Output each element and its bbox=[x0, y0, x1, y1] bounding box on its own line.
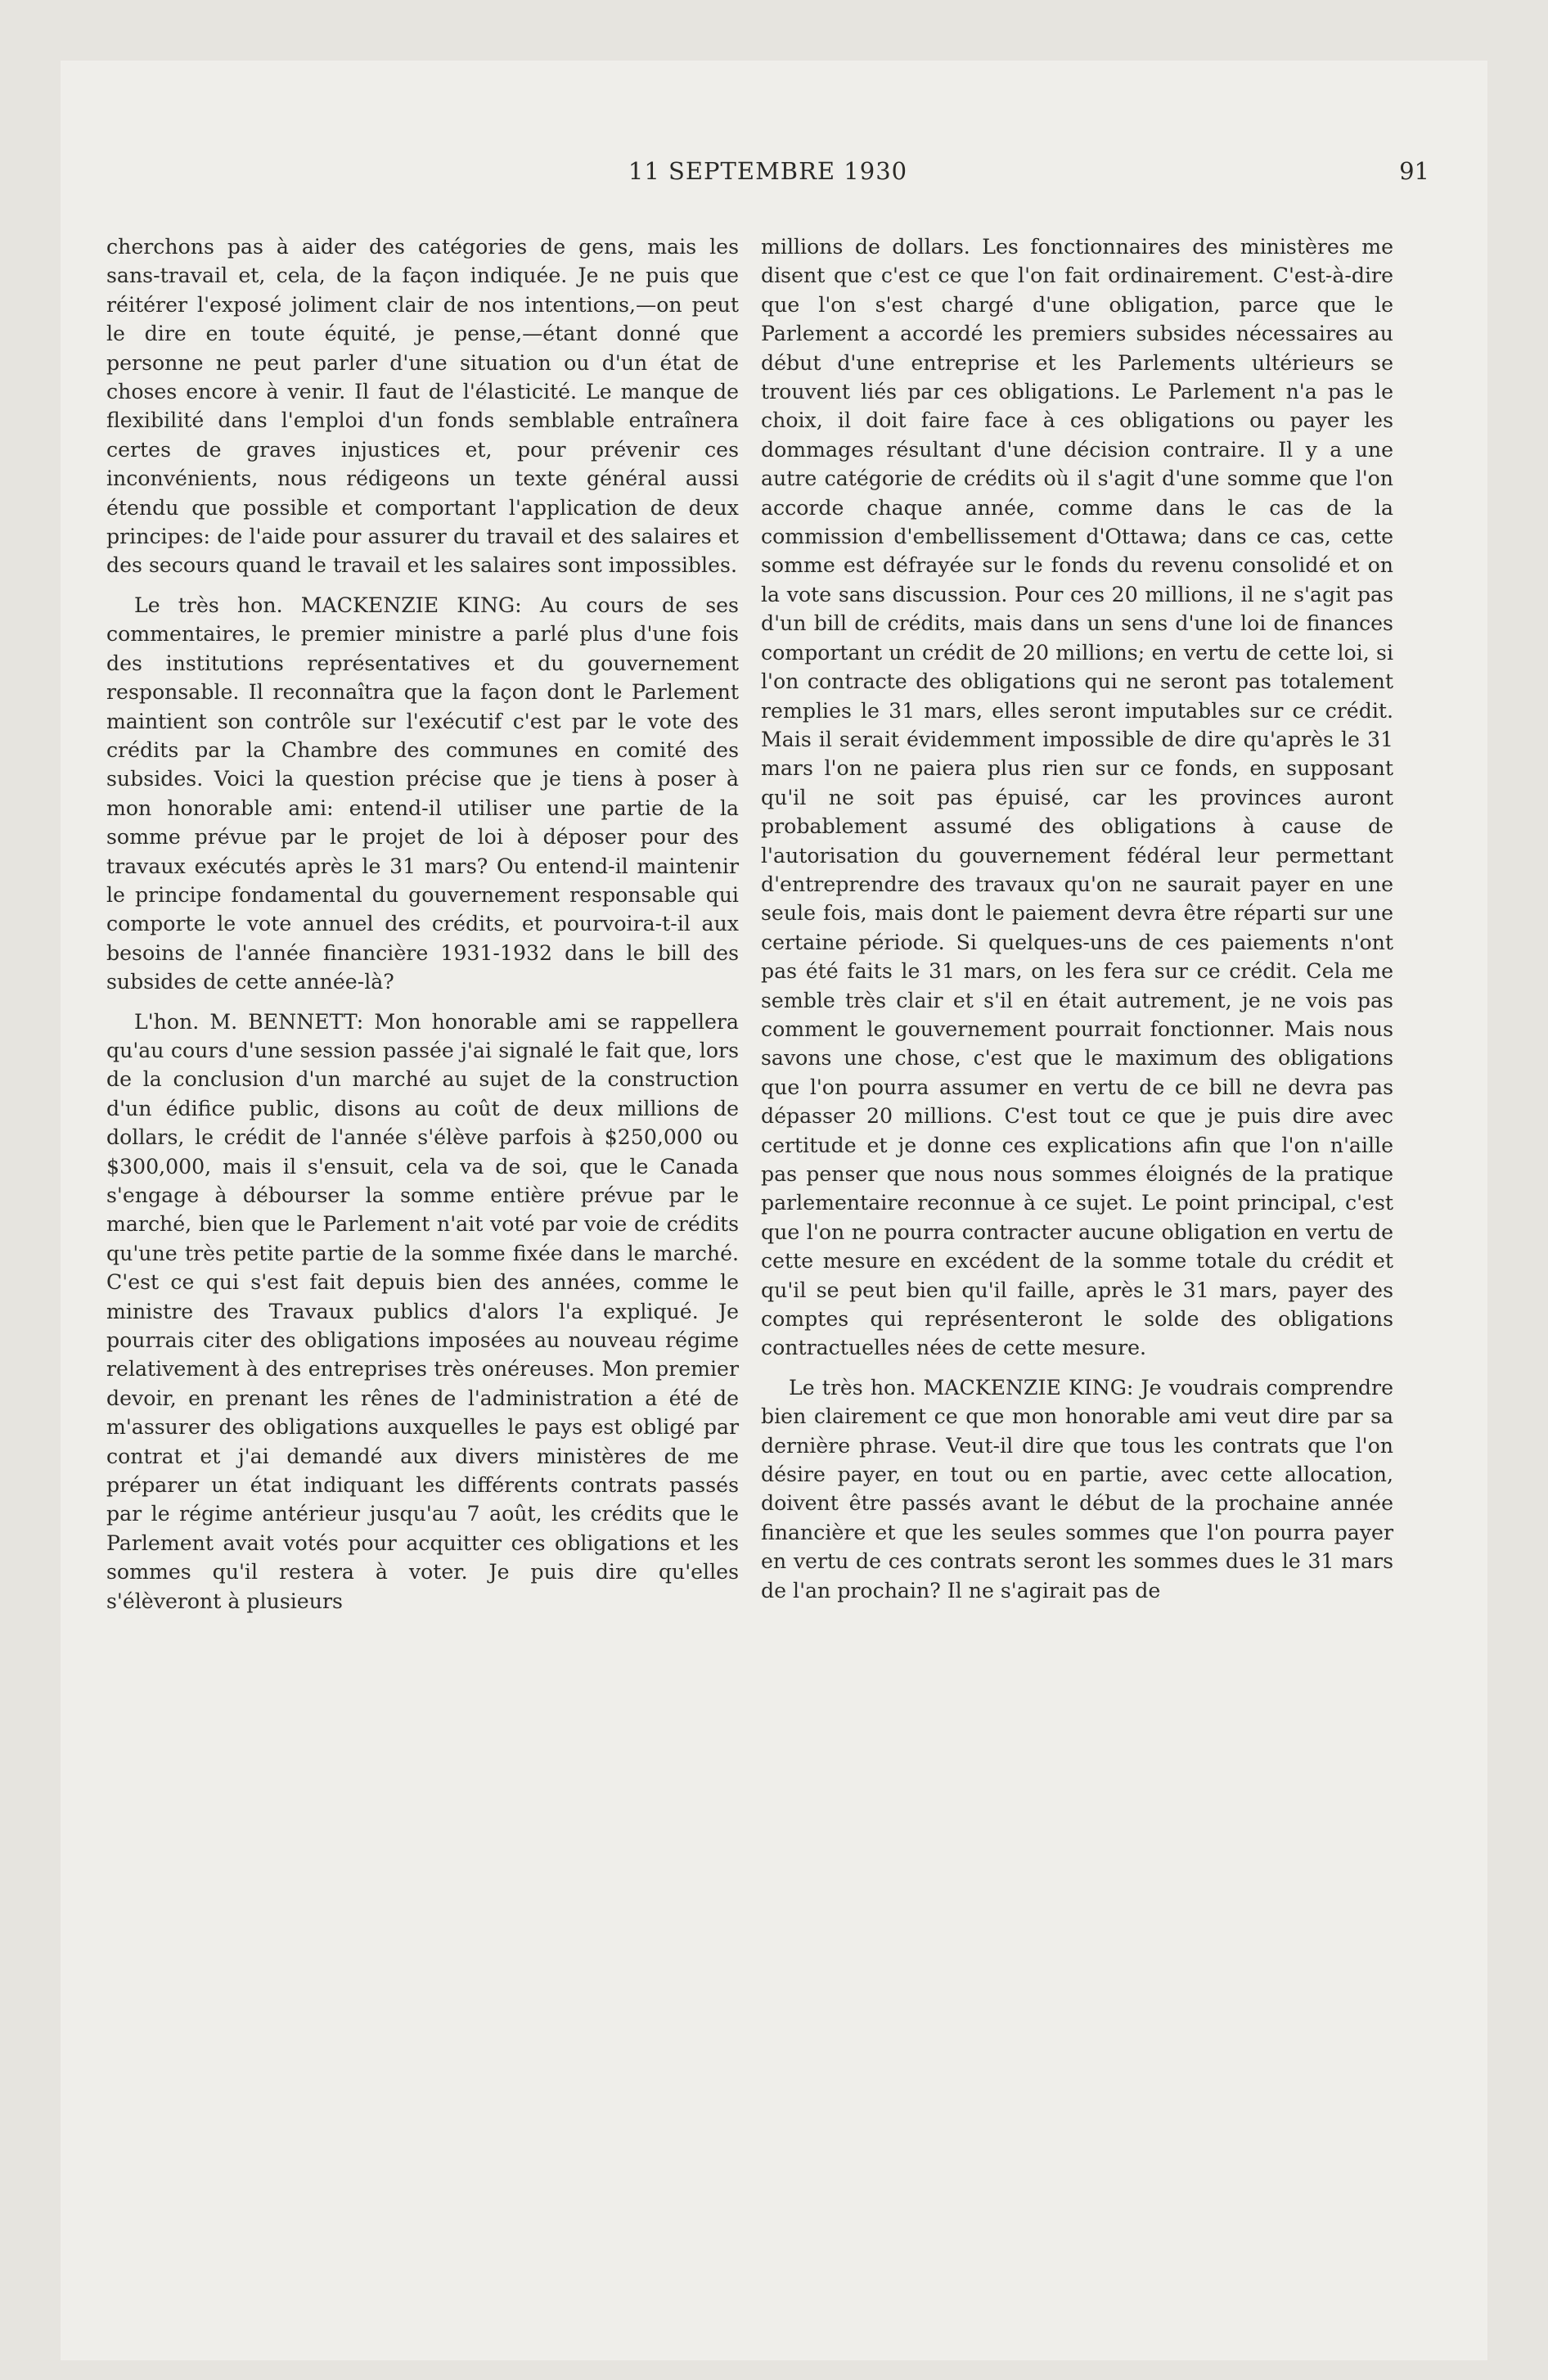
page-header bbox=[106, 157, 1429, 214]
paragraph: cherchons pas à aider des catégories de gens, mais les sans-travail et, cela, de la façon indiquée. Je ne puis que réitérer l'exposé joliment clair de nos intentions,—on peut le dire en toute équité, je pense,—étant donné que personne ne peut parler d'une situation ou d'un état de choses encore à venir. Il faut de l'élasticité. Le manque de flexibilité dans l'emploi d'un fonds semblable entraînera certes de graves injustices et, pour prévenir ces inconvénients, nous rédigeons un texte général aussi étendu que possible et comportant l'application de deux principes: de l'aide pour assurer du travail et des salaires et des secours quand le travail et les salaires sont impossibles. bbox=[106, 235, 739, 578]
left-column bbox=[106, 232, 739, 1626]
paragraph: millions de dollars. Les fonctionnaires des ministères me disent que c'est ce que l'on fait ordinairement. C'est-à-dire que l'on s'est chargé d'une obligation, parce que le Parlement a accordé les premiers subsides nécessaires au début d'une entreprise et les Parlements ultérieurs se trouvent liés par ces obligations. Le Parlement n'a pas le choix, il doit faire face à ces obligations ou payer les dommages résultant d'une décision contraire. Il y a une autre catégorie de crédits où il s'agit d'une somme que l'on accorde chaque année, comme dans le cas de la commission d'embellissement d'Ottawa; dans ce cas, cette somme est défrayée sur le fonds du revenu consolidé et on la vote sans discussion. Pour ces 20 millions, il ne s'agit pas d'un bill de crédits, mais dans un sens d'une loi de finances comportant un crédit de 20 millions; en vertu de cette loi, si l'on contracte des obligations qui ne seront pas totalement remplies le 31 mars, elles seront imputables sur ce crédit. Mais il serait évidemment impossible de dire qu'après le 31 mars l'on ne paiera plus rien sur ce fonds, en supposant qu'il ne soit pas épuisé, car les provinces auront probablement assumé des obligations à cause de l'autorisation du gouvernement fédéral leur permettant d'entreprendre des travaux qu'on ne saurait payer en une seule fois, mais dont le paiement devra être réparti sur une certaine période. Si quelques-uns de ces paiements n'ont pas été faits le 31 mars, on les fera sur ce crédit. Cela me semble très clair et s'il en était autrement, je ne vois pas comment le gouvernement pourrait fonctionner. Mais nous savons une chose, c'est que le maximum des obligations que l'on pourra assumer en vertu de ce bill ne devra pas dépasser 20 millions. C'est tout ce que je puis dire avec certitude et je donne ces explications afin que l'on n'aille pas penser que nous nous sommes éloignés de la pratique parlementaire reconnue à ce sujet. Le point principal, c'est que l'on ne pourra contracter aucune obligation en vertu de cette mesure en excédent de la somme totale du crédit et qu'il se peut bien qu'il faille, après le 31 mars, payer des comptes qui représenteront le solde des obligations contractuelles nées de cette mesure. bbox=[761, 235, 1393, 1360]
paragraph: L'hon. M. BENNETT: Mon honorable ami se rappellera qu'au cours d'une session passée j'ai signalé le fait que, lors de la conclusion d'un marché au sujet de la construction d'un édifice public, disons au coût de deux millions de dollars, le crédit de l'année s'élève parfois à $250,000 ou $300,000, mais il s'ensuit, cela va de soi, que le Canada s'engage à débourser la somme entière prévue par le marché, bien que le Parlement n'ait voté par voie de crédits qu'une très petite partie de la somme fixée dans le marché. C'est ce qui s'est fait depuis bien des années, comme le ministre des Travaux publics d'alors l'a expliqué. Je pourrais citer des obligations imposées au nouveau régime relativement à des entreprises très onéreuses. Mon premier devoir, en prenant les rênes de l'administration a été de m'assurer des obligations auxquelles le pays est obligé par contrat et j'ai demandé aux divers ministères de me préparer un état indiquant les différents contrats passés par le régime antérieur jusqu'au 7 août, les crédits que le Parlement avait votés pour acquitter ces obligations et les sommes qu'il restera à voter. Je puis dire qu'elles s'élèveront à plusieurs bbox=[106, 1009, 739, 1613]
page bbox=[61, 61, 1487, 2360]
header-date: 11 SEPTEMBRE 1930 bbox=[628, 157, 908, 185]
page-number: 91 bbox=[1399, 157, 1429, 185]
right-column bbox=[761, 232, 1393, 1616]
paragraph: Le très hon. MACKENZIE KING: Au cours de ses commentaires, le premier ministre a parlé plus d'une fois des institutions représentatives et du gouvernement responsable. Il reconnaîtra que la façon dont le Parlement maintient son contrôle sur l'exécutif c'est par le vote des crédits par la Chambre des communes en comité des subsides. Voici la question précise que je tiens à poser à mon honorable ami: entend-il utiliser une partie de la somme prévue par le projet de loi à déposer pour des travaux exécutés après le 31 mars? Ou entend-il maintenir le principe fondamental du gouvernement responsable qui comporte le vote annuel des crédits, et pourvoira-t-il aux besoins de l'année financière 1931-1932 dans le bill des subsides de cette année-là? bbox=[106, 593, 739, 994]
paragraph: Le très hon. MACKENZIE KING: Je voudrais comprendre bien clairement ce que mon honorable ami veut dire par sa dernière phrase. Veut-il dire que tous les contrats que l'on désire payer, en tout ou en partie, avec cette allocation, doivent être passés avant le début de la prochaine année financière et que les seules sommes que l'on pourra payer en vertu de ces contrats seront les sommes dues le 31 mars de l'an prochain? Il ne s'agirait pas de bbox=[761, 1375, 1393, 1602]
